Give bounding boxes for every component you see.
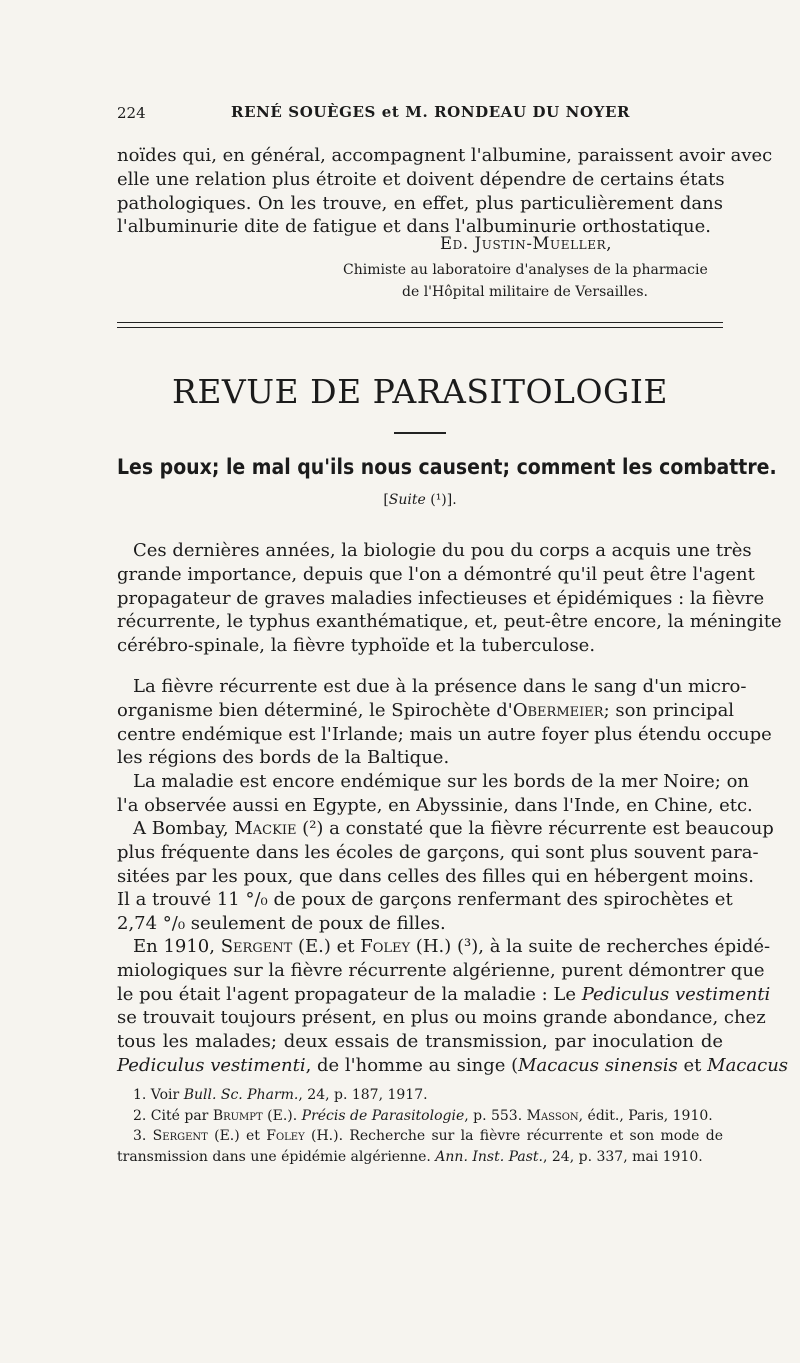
text-run: , 24, p. 337, mai 1910. bbox=[543, 1148, 703, 1165]
author-name: Obermeier bbox=[512, 699, 604, 721]
footnotes bbox=[117, 1085, 723, 1167]
footnote-1 bbox=[117, 1085, 723, 1106]
footnote-2 bbox=[117, 1106, 723, 1127]
species-name: Macacus bbox=[707, 1054, 789, 1076]
text-line: sitées par les poux, que dans celles des filles qui en hébergent moins. bbox=[117, 865, 754, 887]
suite-word: Suite bbox=[388, 492, 426, 508]
text-line bbox=[117, 817, 774, 841]
text-line bbox=[117, 935, 771, 959]
text-line: miologiques sur la fièvre récurrente algérienne, purent démontrer que bbox=[117, 959, 765, 981]
text-line: La maladie est encore endémique sur les bords de la mer Noire; on bbox=[133, 771, 750, 792]
signature-affiliation-line1: Chimiste au laboratoire d'analyses de la pharmacie bbox=[343, 262, 708, 278]
continuation-paragraph bbox=[117, 144, 773, 239]
text-line: plus fréquente dans les écoles de garçons, qui sont plus souvent para- bbox=[117, 841, 759, 863]
species-name: Pediculus vestimenti bbox=[117, 1054, 306, 1076]
text-run: (E.) et bbox=[207, 1128, 267, 1144]
article-continuation-note: [Suite (¹)]. bbox=[383, 492, 457, 508]
text-run: 1. Voir bbox=[133, 1087, 184, 1103]
text-line: 2,74 °/₀ seulement de poux de filles. bbox=[117, 913, 446, 935]
paragraph-4 bbox=[117, 817, 774, 936]
text-line bbox=[117, 983, 771, 1007]
title-rule bbox=[394, 432, 446, 434]
text-run: organisme bien déterminé, le Spirochète d' bbox=[117, 699, 513, 721]
paragraph-3 bbox=[117, 770, 753, 818]
text-run: En 1910, bbox=[133, 936, 221, 957]
text-line: les régions des bords de la Baltique. bbox=[117, 747, 450, 769]
text-run: , édit., Paris, 1910. bbox=[578, 1107, 713, 1124]
text-line: grande importance, depuis que l'on a démontré qu'il peut être l'agent bbox=[117, 563, 755, 585]
text-run: le pou était l'agent propagateur de la maladie : Le bbox=[117, 983, 582, 1005]
text-run: (E.) et bbox=[292, 936, 361, 957]
paragraph-5 bbox=[117, 935, 789, 1078]
author-name: Foley bbox=[360, 936, 411, 957]
text-line bbox=[117, 1054, 789, 1078]
text-line: Ces dernières années, la biologie du pou du corps a acquis une très bbox=[133, 540, 752, 561]
footnote-3-continued bbox=[117, 1147, 723, 1168]
text-line: elle une relation plus étroite et doivent dépendre de certains états bbox=[117, 168, 725, 190]
text-run: (²) a constaté que la fièvre récurrente est beaucoup bbox=[296, 818, 774, 839]
text-line: noïdes qui, en général, accompagnent l'albumine, paraissent avoir avec bbox=[117, 145, 773, 166]
text-run: transmission dans une épidémie algérienne. bbox=[117, 1148, 436, 1165]
text-line bbox=[117, 699, 735, 723]
text-line: récurrente, le typhus exanthématique, et, peut-être encore, la méningite bbox=[117, 611, 782, 633]
section-title: REVUE DE PARASITOLOGIE bbox=[171, 372, 669, 411]
section-divider-top bbox=[117, 322, 723, 323]
footnote-3 bbox=[117, 1126, 723, 1147]
text-run: (H.). Recherche sur la fièvre récurrente et son mode de bbox=[304, 1128, 723, 1144]
text-run: , p. 553. bbox=[464, 1107, 527, 1124]
text-line: La fièvre récurrente est due à la présence dans le sang d'un micro- bbox=[133, 676, 747, 697]
author-name: Foley bbox=[266, 1128, 305, 1144]
journal-name: Ann. Inst. Past. bbox=[435, 1148, 543, 1165]
text-run: , 24, p. 187, 1917. bbox=[298, 1087, 428, 1103]
page-header bbox=[117, 104, 723, 128]
text-line: se trouvait toujours présent, en plus ou moins grande abondance, chez bbox=[117, 1007, 766, 1029]
text-run: , de l'homme au singe ( bbox=[305, 1054, 519, 1076]
text-run: (H.) (³), à la suite de recherches épidé- bbox=[410, 936, 771, 957]
text-line: Il a trouvé 11 °/₀ de poux de garçons renfermant des spirochètes et bbox=[117, 889, 733, 911]
publisher-name: Masson bbox=[526, 1107, 579, 1124]
article-title: Les poux; le mal qu'ils nous causent; comment les combattre. bbox=[117, 455, 777, 479]
text-run: 3. bbox=[133, 1128, 153, 1144]
text-line: centre endémique est l'Irlande; mais un autre foyer plus étendu occupe bbox=[117, 723, 772, 745]
text-line: cérébro-spinale, la fièvre typhoïde et la tuberculose. bbox=[117, 635, 596, 657]
book-title: Précis de Parasitologie bbox=[301, 1107, 465, 1124]
species-name: Pediculus vestimenti bbox=[581, 983, 771, 1005]
text-run: A Bombay, bbox=[133, 818, 235, 839]
signature-affiliation-line2: de l'Hôpital militaire de Versailles. bbox=[402, 284, 648, 300]
text-line: pathologiques. On les trouve, en effet, plus particulièrement dans bbox=[117, 192, 723, 214]
text-line: l'albuminurie dite de fatigue et dans l'albuminurie orthostatique. bbox=[117, 216, 711, 238]
text-line: propagateur de graves maladies infectieuses et épidémiques : la fièvre bbox=[117, 587, 765, 609]
author-name: Brumpt bbox=[212, 1107, 263, 1124]
text-run: (E.). bbox=[262, 1107, 302, 1124]
species-name: Macacus sinensis bbox=[518, 1054, 678, 1076]
text-line: tous les malades; deux essais de transmission, par inoculation de bbox=[117, 1031, 723, 1053]
paragraph-1 bbox=[117, 539, 782, 658]
text-run: et bbox=[677, 1054, 708, 1076]
text-run: ; son principal bbox=[603, 699, 735, 721]
author-name: Sergent bbox=[152, 1128, 208, 1144]
running-title: RENÉ SOUÈGES et M. RONDEAU DU NOYER bbox=[231, 103, 631, 121]
paragraph-2 bbox=[117, 675, 772, 770]
author-name: Sergent bbox=[220, 936, 293, 957]
page-number: 224 bbox=[117, 104, 146, 122]
signature-name: Ed. Justin-Mueller, bbox=[440, 234, 613, 253]
text-run: 2. Cité par bbox=[133, 1107, 213, 1124]
suite-footnote-ref: (¹)]. bbox=[430, 492, 457, 508]
section-divider-bottom bbox=[117, 327, 723, 328]
text-line: l'a observée aussi en Egypte, en Abyssinie, dans l'Inde, en Chine, etc. bbox=[117, 794, 753, 816]
journal-name: Bull. Sc. Pharm. bbox=[183, 1087, 299, 1103]
author-name: Mackie bbox=[234, 818, 297, 839]
